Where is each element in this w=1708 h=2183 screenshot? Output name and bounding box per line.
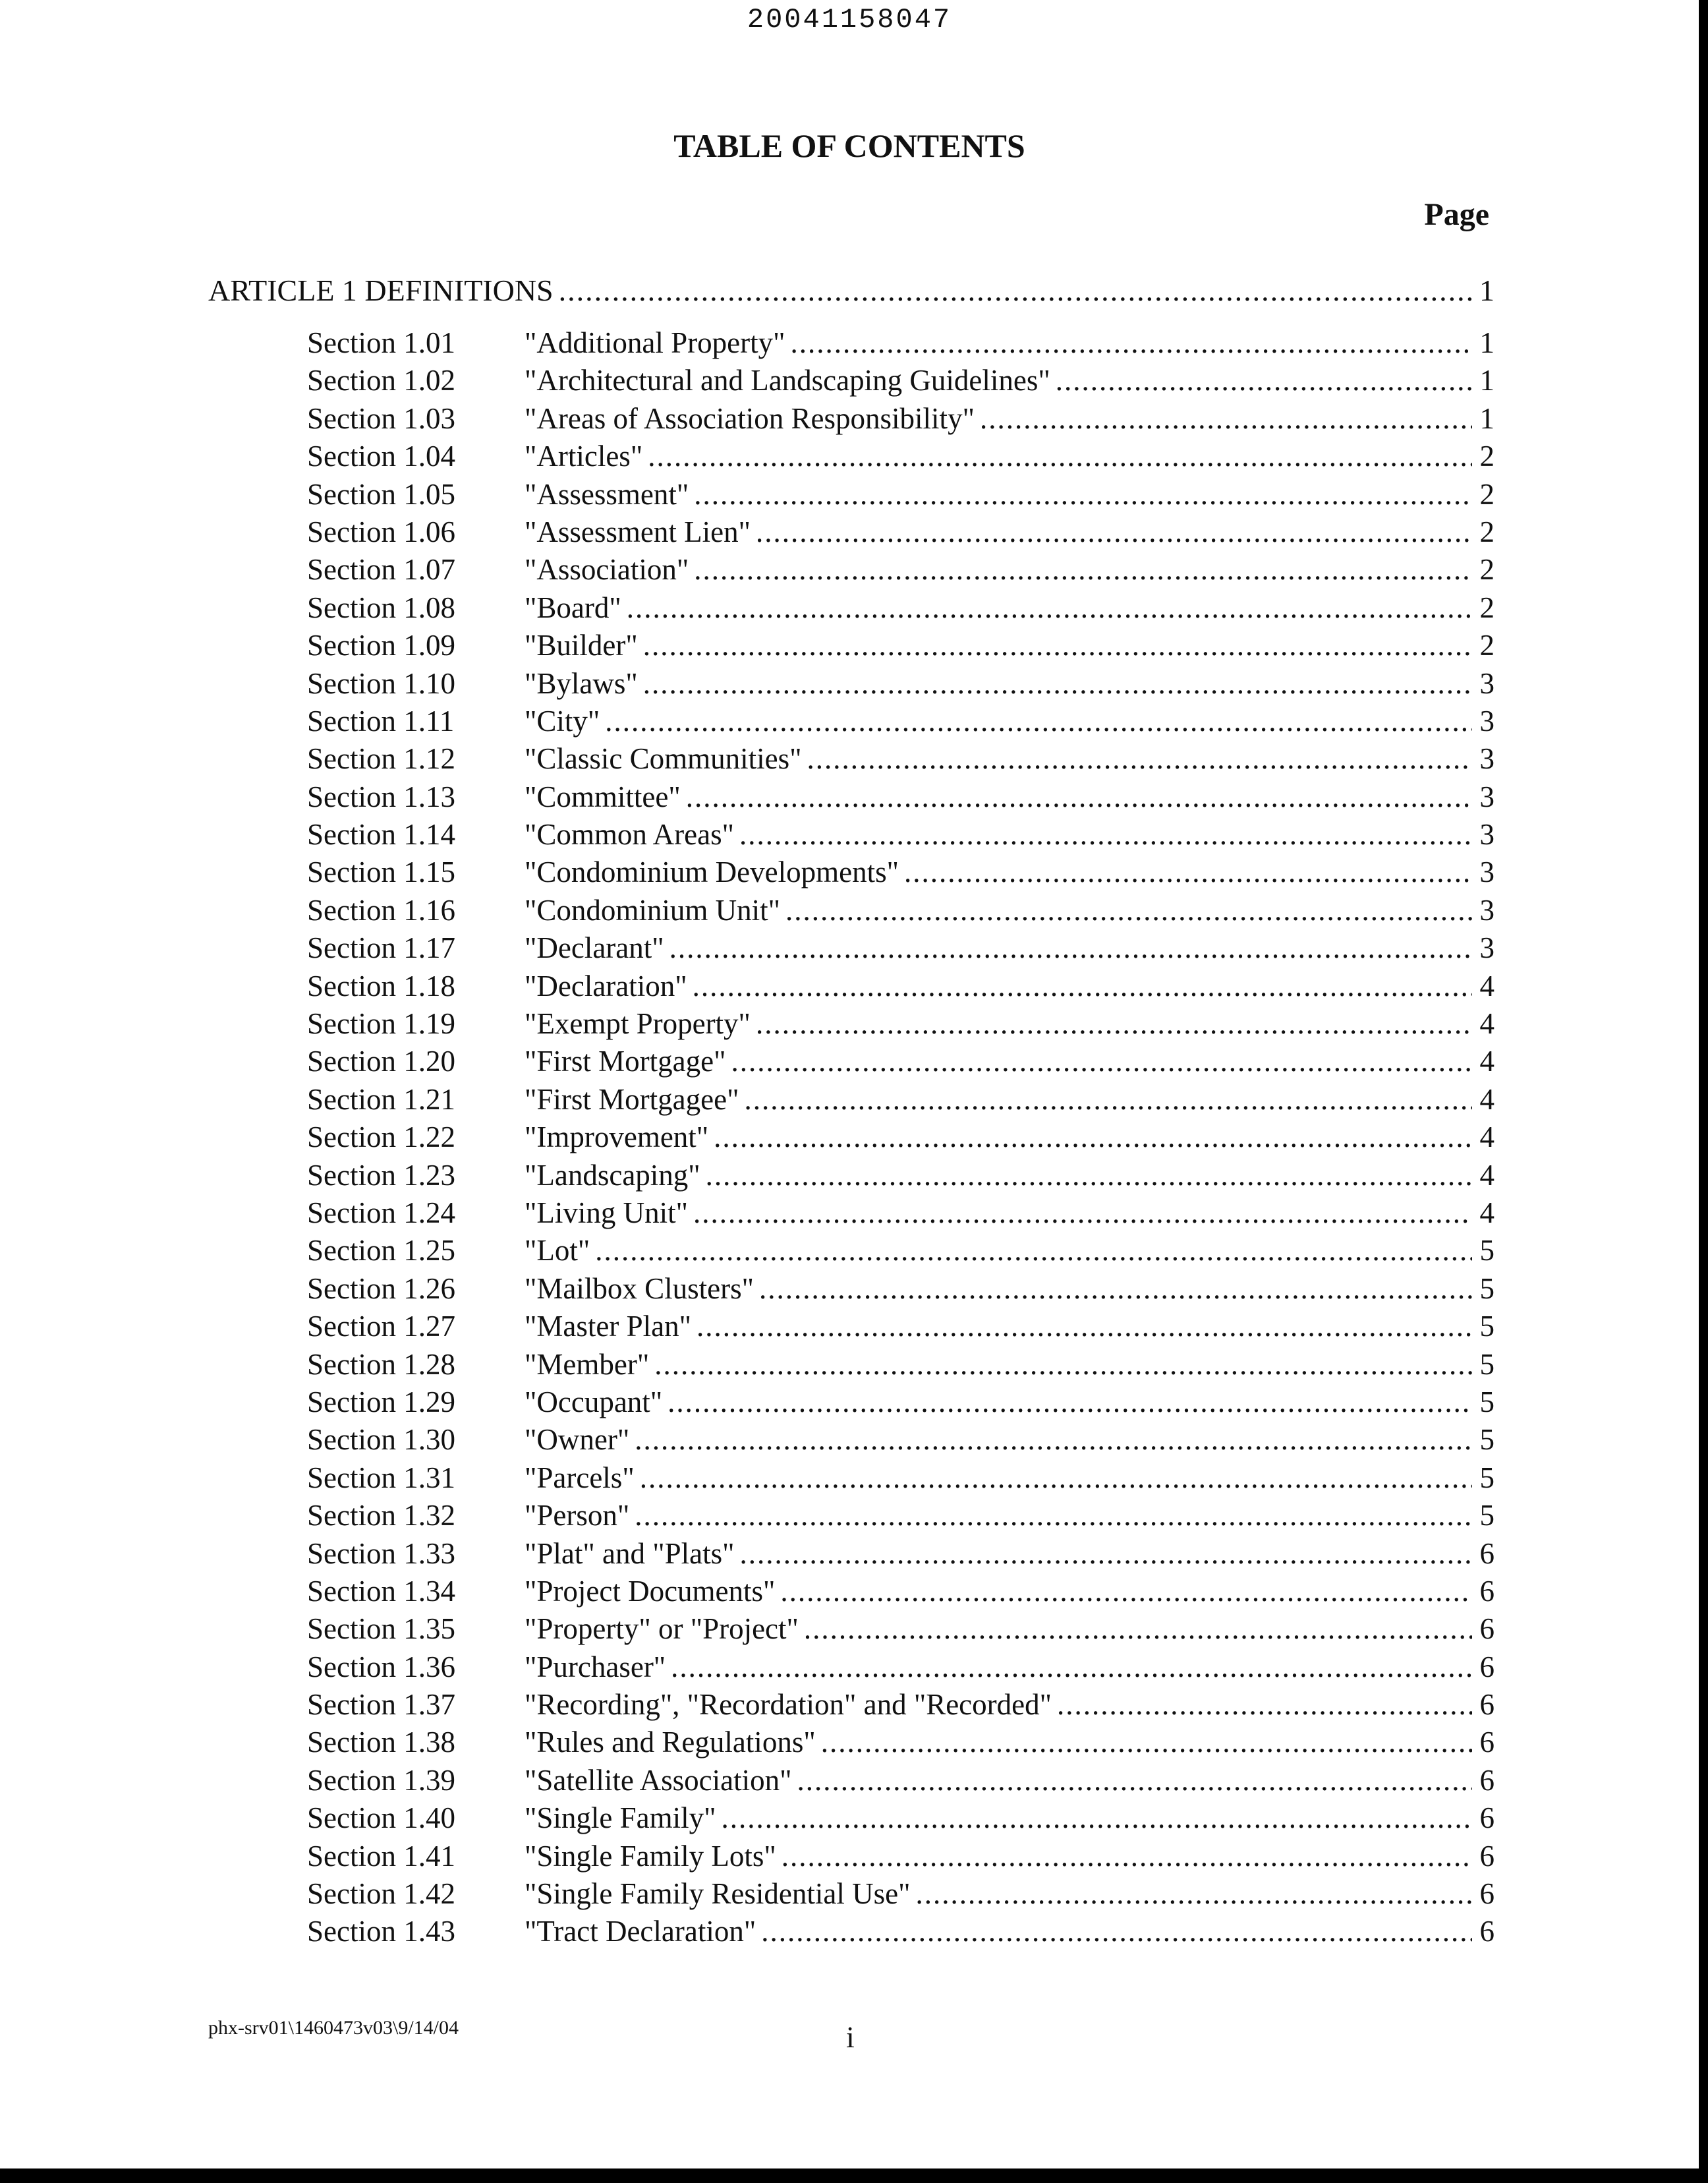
toc-entry bbox=[307, 1194, 1494, 1232]
toc-entry bbox=[307, 362, 1494, 399]
toc-entry bbox=[307, 513, 1494, 551]
toc-entry bbox=[307, 589, 1494, 627]
toc-entry bbox=[307, 1799, 1494, 1837]
dot-leader bbox=[782, 1838, 1472, 1875]
section-title: "Person" bbox=[525, 1499, 630, 1532]
dot-leader bbox=[904, 854, 1472, 891]
section-number: Section 1.24 bbox=[307, 1196, 455, 1229]
section-page-number: 4 bbox=[1479, 1082, 1494, 1116]
section-number: Section 1.20 bbox=[307, 1045, 455, 1078]
section-page-number: 6 bbox=[1479, 1877, 1494, 1911]
section-number: Section 1.08 bbox=[307, 591, 455, 624]
section-page-number: 1 bbox=[1479, 364, 1494, 397]
toc-entry bbox=[307, 1383, 1494, 1421]
section-page-number: 4 bbox=[1479, 1196, 1494, 1229]
toc-entry bbox=[307, 1459, 1494, 1497]
section-title: "Rules and Regulations" bbox=[525, 1726, 816, 1759]
section-number: Section 1.16 bbox=[307, 893, 455, 927]
toc-entry bbox=[307, 551, 1494, 589]
section-number: Section 1.28 bbox=[307, 1347, 455, 1381]
section-page-number: 3 bbox=[1479, 931, 1494, 965]
section-page-number: 6 bbox=[1479, 1574, 1494, 1608]
section-title: "Parcels" bbox=[525, 1461, 635, 1494]
section-page-number: 5 bbox=[1479, 1423, 1494, 1457]
section-number: Section 1.02 bbox=[307, 364, 455, 397]
dot-leader bbox=[559, 272, 1472, 310]
section-page-number: 4 bbox=[1479, 1121, 1494, 1154]
section-title: "Single Family" bbox=[525, 1801, 716, 1835]
toc-entry bbox=[307, 1875, 1494, 1913]
dot-leader bbox=[915, 1875, 1472, 1913]
footer-page-number: i bbox=[846, 2020, 855, 2054]
section-title: "City" bbox=[525, 704, 600, 738]
toc-entry bbox=[307, 665, 1494, 703]
section-number: Section 1.25 bbox=[307, 1234, 455, 1267]
section-page-number: 5 bbox=[1479, 1385, 1494, 1418]
section-title: "Classic Communities" bbox=[525, 742, 802, 776]
section-title: "Project Documents" bbox=[525, 1574, 776, 1608]
dot-leader bbox=[797, 1762, 1472, 1799]
dot-leader bbox=[694, 476, 1472, 513]
dot-leader bbox=[706, 1157, 1472, 1194]
dot-leader bbox=[605, 703, 1472, 740]
dot-leader bbox=[643, 665, 1472, 703]
dot-leader bbox=[722, 1799, 1472, 1837]
dot-leader bbox=[756, 513, 1472, 551]
section-title: "Owner" bbox=[525, 1423, 630, 1457]
section-page-number: 6 bbox=[1479, 1612, 1494, 1646]
section-page-number: 5 bbox=[1479, 1461, 1494, 1494]
section-page-number: 5 bbox=[1479, 1347, 1494, 1381]
dot-leader bbox=[693, 968, 1472, 1005]
section-title: "Declaration" bbox=[525, 969, 687, 1003]
dot-leader bbox=[654, 1346, 1472, 1383]
page-column-header: Page bbox=[1424, 197, 1489, 232]
section-number: Section 1.06 bbox=[307, 515, 455, 548]
dot-leader bbox=[804, 1610, 1472, 1648]
section-title: "Single Family Lots" bbox=[525, 1839, 776, 1873]
dot-leader bbox=[627, 589, 1472, 627]
dot-leader bbox=[1056, 362, 1472, 399]
toc-entry bbox=[307, 1270, 1494, 1308]
section-title: "Board" bbox=[525, 591, 621, 624]
dot-leader bbox=[686, 778, 1472, 816]
section-title: "Builder" bbox=[525, 629, 638, 662]
section-page-number: 3 bbox=[1479, 818, 1494, 852]
dot-leader bbox=[1057, 1686, 1472, 1724]
section-number: Section 1.39 bbox=[307, 1763, 455, 1797]
dot-leader bbox=[759, 1270, 1472, 1308]
section-page-number: 4 bbox=[1479, 1045, 1494, 1078]
dot-leader bbox=[671, 1648, 1472, 1686]
dot-leader bbox=[714, 1119, 1472, 1156]
section-number: Section 1.07 bbox=[307, 553, 455, 587]
section-title: "First Mortgage" bbox=[525, 1045, 726, 1078]
section-page-number: 6 bbox=[1479, 1536, 1494, 1570]
dot-leader bbox=[739, 816, 1472, 854]
section-number: Section 1.30 bbox=[307, 1423, 455, 1457]
section-title: "Living Unit" bbox=[525, 1196, 688, 1229]
section-number: Section 1.12 bbox=[307, 742, 455, 776]
article-heading-row bbox=[208, 272, 1494, 310]
toc-entry bbox=[307, 1686, 1494, 1724]
toc-entry bbox=[307, 1610, 1494, 1648]
section-title: "Committee" bbox=[525, 780, 681, 813]
dot-leader bbox=[668, 1383, 1472, 1421]
toc-entry bbox=[307, 1838, 1494, 1875]
dot-leader bbox=[785, 892, 1472, 929]
section-number: Section 1.43 bbox=[307, 1915, 455, 1948]
toc-entry bbox=[307, 1421, 1494, 1459]
section-page-number: 3 bbox=[1479, 742, 1494, 776]
section-title: "First Mortgagee" bbox=[525, 1082, 739, 1116]
toc-entry bbox=[307, 1497, 1494, 1534]
section-page-number: 5 bbox=[1479, 1499, 1494, 1532]
section-title: "Single Family Residential Use" bbox=[525, 1877, 911, 1911]
file-reference: phx-srv01\1460473v03\9/14/04 bbox=[208, 2017, 459, 2039]
scan-border-right bbox=[1699, 0, 1708, 2183]
section-number: Section 1.21 bbox=[307, 1082, 455, 1116]
section-title: "Improvement" bbox=[525, 1121, 709, 1154]
toc-entry bbox=[307, 703, 1494, 740]
section-number: Section 1.11 bbox=[307, 704, 455, 738]
section-number: Section 1.13 bbox=[307, 780, 455, 813]
toc-entry bbox=[307, 324, 1494, 362]
section-page-number: 6 bbox=[1479, 1839, 1494, 1873]
section-page-number: 4 bbox=[1479, 969, 1494, 1003]
section-title: "Common Areas" bbox=[525, 818, 734, 852]
dot-leader bbox=[790, 324, 1472, 362]
section-number: Section 1.32 bbox=[307, 1499, 455, 1532]
section-page-number: 2 bbox=[1479, 553, 1494, 587]
toc-entry bbox=[307, 1913, 1494, 1950]
section-title: "Recording", "Recordation" and "Recorded" bbox=[525, 1688, 1052, 1722]
toc-entry bbox=[307, 892, 1494, 929]
dot-leader bbox=[693, 1194, 1472, 1232]
section-title: "Exempt Property" bbox=[525, 1007, 751, 1041]
toc-entry bbox=[307, 1346, 1494, 1383]
section-title: "Satellite Association" bbox=[525, 1763, 792, 1797]
dot-leader bbox=[595, 1232, 1472, 1269]
section-title: "Lot" bbox=[525, 1234, 590, 1267]
dot-leader bbox=[731, 1043, 1472, 1080]
section-page-number: 4 bbox=[1479, 1007, 1494, 1041]
section-title: "Landscaping" bbox=[525, 1158, 700, 1192]
section-number: Section 1.36 bbox=[307, 1650, 455, 1683]
toc-entry bbox=[307, 476, 1494, 513]
section-title: "Articles" bbox=[525, 440, 643, 473]
toc-entry bbox=[307, 1043, 1494, 1080]
section-page-number: 6 bbox=[1479, 1801, 1494, 1835]
dot-leader bbox=[648, 438, 1472, 475]
toc-entry bbox=[307, 929, 1494, 967]
section-title: "Association" bbox=[525, 553, 689, 587]
page-title: TABLE OF CONTENTS bbox=[673, 127, 1025, 164]
dot-leader bbox=[761, 1913, 1472, 1950]
section-page-number: 2 bbox=[1479, 440, 1494, 473]
toc-entry bbox=[307, 1648, 1494, 1686]
section-number: Section 1.42 bbox=[307, 1877, 455, 1911]
dot-leader bbox=[640, 1459, 1472, 1497]
section-title: "Areas of Association Responsibility" bbox=[525, 401, 975, 435]
section-number: Section 1.31 bbox=[307, 1461, 455, 1494]
section-page-number: 2 bbox=[1479, 515, 1494, 548]
section-number: Section 1.05 bbox=[307, 477, 455, 511]
dot-leader bbox=[780, 1573, 1472, 1610]
section-title: "Mailbox Clusters" bbox=[525, 1271, 754, 1305]
section-number: Section 1.01 bbox=[307, 326, 455, 359]
article-page-number: 1 bbox=[1479, 274, 1494, 307]
toc-entry bbox=[307, 854, 1494, 891]
scan-border-bottom bbox=[0, 2168, 1708, 2183]
dot-leader bbox=[807, 740, 1473, 778]
toc-entry bbox=[307, 400, 1494, 438]
section-title: "Master Plan" bbox=[525, 1310, 691, 1343]
section-title: "Architectural and Landscaping Guidelines" bbox=[525, 364, 1050, 397]
section-number: Section 1.26 bbox=[307, 1271, 455, 1305]
section-page-number: 3 bbox=[1479, 780, 1494, 813]
section-number: Section 1.34 bbox=[307, 1574, 455, 1608]
section-number: Section 1.18 bbox=[307, 969, 455, 1003]
section-page-number: 6 bbox=[1479, 1650, 1494, 1683]
toc-entry bbox=[307, 1081, 1494, 1119]
dot-leader bbox=[821, 1724, 1472, 1761]
document-number: 20041158047 bbox=[747, 4, 952, 36]
section-page-number: 4 bbox=[1479, 1158, 1494, 1192]
section-page-number: 5 bbox=[1479, 1271, 1494, 1305]
section-page-number: 2 bbox=[1479, 629, 1494, 662]
section-number: Section 1.03 bbox=[307, 401, 455, 435]
section-list bbox=[307, 324, 1494, 1951]
section-number: Section 1.29 bbox=[307, 1385, 455, 1418]
dot-leader bbox=[635, 1421, 1472, 1459]
section-number: Section 1.19 bbox=[307, 1007, 455, 1041]
dot-leader bbox=[739, 1535, 1472, 1573]
section-number: Section 1.04 bbox=[307, 440, 455, 473]
section-page-number: 2 bbox=[1479, 477, 1494, 511]
toc-entry bbox=[307, 1573, 1494, 1610]
section-page-number: 1 bbox=[1479, 401, 1494, 435]
section-title: "Assessment" bbox=[525, 477, 689, 511]
section-title: "Additional Property" bbox=[525, 326, 785, 359]
section-number: Section 1.41 bbox=[307, 1839, 455, 1873]
section-page-number: 6 bbox=[1479, 1726, 1494, 1759]
section-number: Section 1.17 bbox=[307, 931, 455, 965]
toc-entry bbox=[307, 1724, 1494, 1761]
dot-leader bbox=[669, 929, 1472, 967]
section-page-number: 3 bbox=[1479, 704, 1494, 738]
toc-entry bbox=[307, 1232, 1494, 1269]
dot-leader bbox=[756, 1005, 1472, 1043]
section-title: "Purchaser" bbox=[525, 1650, 666, 1683]
section-number: Section 1.33 bbox=[307, 1536, 455, 1570]
section-title: "Plat" and "Plats" bbox=[525, 1536, 735, 1570]
section-number: Section 1.15 bbox=[307, 856, 455, 889]
dot-leader bbox=[643, 627, 1472, 664]
dot-leader bbox=[697, 1308, 1472, 1345]
section-page-number: 5 bbox=[1479, 1234, 1494, 1267]
toc-entry bbox=[307, 778, 1494, 816]
section-title: "Condominium Unit" bbox=[525, 893, 781, 927]
toc-entry bbox=[307, 627, 1494, 664]
section-number: Section 1.09 bbox=[307, 629, 455, 662]
section-title: "Tract Declaration" bbox=[525, 1915, 756, 1948]
toc-entry bbox=[307, 438, 1494, 475]
section-number: Section 1.14 bbox=[307, 818, 455, 852]
dot-leader bbox=[694, 551, 1472, 589]
section-page-number: 3 bbox=[1479, 893, 1494, 927]
section-title: "Bylaws" bbox=[525, 666, 638, 700]
section-number: Section 1.10 bbox=[307, 666, 455, 700]
section-page-number: 2 bbox=[1479, 591, 1494, 624]
toc-entry bbox=[307, 968, 1494, 1005]
section-title: "Property" or "Project" bbox=[525, 1612, 799, 1646]
section-page-number: 5 bbox=[1479, 1310, 1494, 1343]
section-page-number: 6 bbox=[1479, 1763, 1494, 1797]
section-page-number: 1 bbox=[1479, 326, 1494, 359]
section-number: Section 1.27 bbox=[307, 1310, 455, 1343]
article-label: ARTICLE 1 DEFINITIONS bbox=[208, 274, 554, 307]
toc-entry bbox=[307, 740, 1494, 778]
toc-entry bbox=[307, 1308, 1494, 1345]
toc-entry bbox=[307, 816, 1494, 854]
section-title: "Condominium Developments" bbox=[525, 856, 899, 889]
section-page-number: 6 bbox=[1479, 1688, 1494, 1722]
section-title: "Declarant" bbox=[525, 931, 664, 965]
dot-leader bbox=[635, 1497, 1472, 1534]
toc-entry bbox=[307, 1157, 1494, 1194]
toc-entry bbox=[307, 1762, 1494, 1799]
section-number: Section 1.40 bbox=[307, 1801, 455, 1835]
toc-entry bbox=[307, 1535, 1494, 1573]
toc-entry bbox=[307, 1119, 1494, 1156]
dot-leader bbox=[980, 400, 1472, 438]
dot-leader bbox=[744, 1081, 1472, 1119]
section-number: Section 1.23 bbox=[307, 1158, 455, 1192]
section-page-number: 3 bbox=[1479, 856, 1494, 889]
section-number: Section 1.38 bbox=[307, 1726, 455, 1759]
toc-entry bbox=[307, 1005, 1494, 1043]
section-title: "Member" bbox=[525, 1347, 650, 1381]
section-page-number: 3 bbox=[1479, 666, 1494, 700]
section-page-number: 6 bbox=[1479, 1915, 1494, 1948]
section-number: Section 1.37 bbox=[307, 1688, 455, 1722]
section-number: Section 1.35 bbox=[307, 1612, 455, 1646]
section-title: "Assessment Lien" bbox=[525, 515, 751, 548]
section-title: "Occupant" bbox=[525, 1385, 663, 1418]
section-number: Section 1.22 bbox=[307, 1121, 455, 1154]
